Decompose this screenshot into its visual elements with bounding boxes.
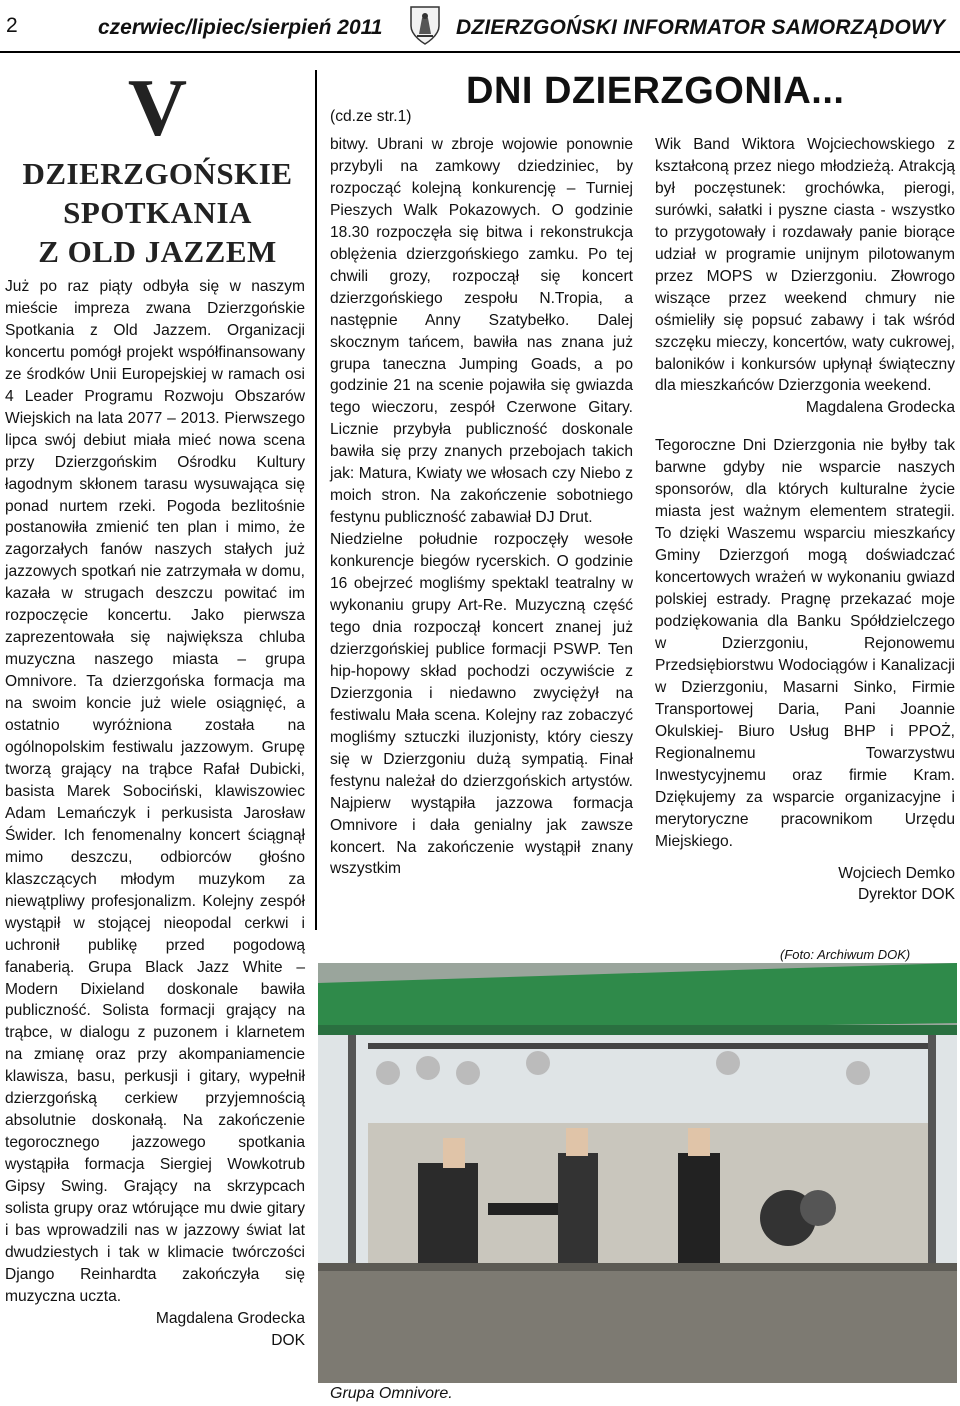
left-article-signature-org: DOK (271, 1331, 305, 1349)
right-article-column-2 (655, 134, 955, 906)
left-article-signature-name: Magdalena Grodecka (155, 1309, 305, 1327)
title-line-1: DZIERZGOŃSKIE (22, 156, 293, 191)
title-line-2: SPOTKANIA (63, 195, 252, 230)
right-article-body-4: Tegoroczne Dni Dzierzgonia nie byłby tak barwne gdyby nie wsparcie naszych sponsorów, dla których kulturalne życie miasta jest ważnym elementem strategii. To dzięki Waszemu wsparciu mieszkańcy Gminy Dzierzgoń mogą doświadczać koncertowych wrażeń w wykonaniu gwiazd polskiej estrady. Pragnę przekazać moje podziękowania dla Banku Spółdzielczego w Dzierzgoniu, Rejonowemu Przedsiębiorstwu Wodociągów i Kanalizacji w Dzierzgoniu, Masarni Sinko, Firmie Transportowej Daria, Pani Joannie Okulskiej- Biuro Usług BHP i PPOŻ, Regionalnemu Towarzystwu Inwestycyjnemu oraz firmie Kram. Dziękujemy za wsparcie organizacyjne i merytoryczne pracownikom Urzędu Miejskiego. (655, 437, 955, 850)
title-line-3: Z OLD JAZZEM (38, 234, 277, 269)
band-photo (318, 963, 957, 1383)
right-article-column-1 (330, 134, 633, 880)
right-article-title: DNI DZIERZGONIA... (466, 70, 845, 112)
photo-credit: (Foto: Archiwum DOK) (780, 947, 911, 962)
title-numeral: V (127, 62, 188, 153)
right-article-signature-2-name: Wojciech Demko (838, 864, 955, 882)
page-header (0, 0, 960, 52)
right-article-signature-1: Magdalena Grodecka (805, 399, 955, 417)
header-rule (0, 51, 960, 53)
photo-caption: Grupa Omnivore. (330, 1385, 453, 1402)
paragraph-spacer (655, 419, 955, 435)
town-crest-icon (408, 4, 442, 46)
left-article-title (0, 62, 315, 271)
left-article-column (5, 276, 305, 1352)
left-article-body: Już po raz piąty odbyła się w naszym mieście impreza zwana Dzierzgońskie Spotkania z Old Jazzem. Organizacji koncertu pomógł projekt współfinansowany ze środków Unii Europejskiej w ramach osi 4 Leader Programu Rozwoju Obszarów Wiejskich na lata 2077 – 2013. Pierwszego lipca swój debiut miała mieć nowa scena przy Dzierzgońskim Ośrodku Kultury łagodnym skłonem tarasu wysuwająca się ponad nurtem rzeki. Pogoda bezlitośnie postanowiła zmienić ten plan i mimo, że zagorzałych fanów naszych stałych już jazzowych spotkań nie zatrzymała w domu, kazała w strugach deszczu powitać im rozpoczęcie koncertu. Jako pierwsza zaprezentowała się największa chluba muzyczna naszego miasta – grupa Omnivore. Ta dzierzgońska formacja ma na swoim koncie już wiele osiągnięć, a ostatnio wyróżniona została na ogólnopolskim festiwalu jazzowym. Grupę tworzą grający na trąbce Rafał Dubicki, basista Marek Sobociński, klawiszowiec Adam Lemańczyk i perkusista Jarosław Świder. Ich fenomenalny koncert ściągnął mimo deszczu, odbiorców głośno klaszczących młodym muzykom za niewątpliwy profesjonalizm. Kolejny zespół wystąpił w stojącej nieopodal cerkwi i uchronił publikę przed pogodową fanaberią. Grupa Black Jazz White – Modern Dixieland doskonale bawiła publiczność. Solista formacji grający na trąbce, w dialogu z puzonem i klarnetem na zmianę oraz przy akompaniamencie klawisza, basu, perkusji i gitary, wypełnił dzierzgońską cerkiew przyjemnością absolutnie doskonałą. Na zakończenie tegorocznego jazzowego spotkania wystąpiła formacja Siergiej Wowkotrub Gipsy Swing. Grający na skrzypcach solista grupy oraz wtórujące mu dwie gitary i bas wprowadzili nas w jazzowy świat lat dwudziestych i tak w klimacie twórczości Django Reinhardta zakończyła się muzyczna uczta. (5, 278, 305, 1305)
issue-date: czerwiec/lipiec/sierpień 2011 (98, 16, 383, 39)
page-number: 2 (6, 14, 18, 37)
paragraph-spacer-2 (655, 853, 955, 863)
continued-note: (cd.ze str.1) (330, 108, 412, 125)
right-article-signature-2-role: Dyrektor DOK (857, 886, 955, 904)
column-divider (315, 70, 317, 930)
right-article-body-2: Niedzielne południe rozpoczęły wesołe konkurencje biegów rycerskich. O godzinie 16 obejrzeć mogliśmy spektakl teatralny w wykonaniu grupy Art-Re. Muzyczną część tego dnia rozpoczął koncert znanej już dzierzgońskiej publice formacji PSWP. Ten hip-hopowy skład pochodzi oczywiście z Dzierzgonia i niedawno zwyciężył na festiwalu Mała scena. Kolejny raz zobaczyć mogliśmy sztuczki iluzjonisty, który cieszy się w Dzierzgoniu dużą sympatią. Finał festynu należał do dzierzgońskich artystów. Najpierw wystąpiła jazzowa formacja Omnivore i dała genialny jak zawsze koncert. Na zakończenie wystąpił znany wszystkim (330, 531, 633, 878)
publication-title: DZIERZGOŃSKI INFORMATOR SAMORZĄDOWY (456, 16, 946, 39)
right-article-body-3: Wik Band Wiktora Wojciechowskiego z kształconą przez niego młodzieżą. Atrakcją był poczęstunek: grochówka, pierogi, surówki, sałatki i pyszne ciasta - wszystko to przygotowały i rozdawały panie biorące udział w programie unijnym pilotowanym przez MOPS w Dzierzgoniu. Złowrogo wiszące przez weekend chmury nie ośmieliły się popsuć zabawy i tak wśród szczęku mieczy, koncertów, waty cukrowej, baloników i konkursów upłynął świąteczny dla mieszkańców Dzierzgonia weekend. (655, 136, 955, 395)
right-article-body-1: bitwy. Ubrani w zbroje wojowie ponownie przybyli na zamkowy dziedziniec, by rozpocząć kolejną konkurencję – Turniej Pieszych Walk Pokazowych. O godzinie 18.30 rozpoczęła się bitwa i rekonstrukcja oblężenia dzierzgońskiego zamku. Po tej chwili grozy, rozpoczął się koncert dzierzgońskiego zespołu N.Tropia, a następnie Anny Szatybełko. Dalej skocznym tańcem, bawiła nas znana już grupa taneczna Jumping Goads, a po godzinie 21 na scenie pojawiła się gwiazda tego wieczoru, zespół Czerwone Gitary. Licznie przybyła publiczność doskonale bawiła się przy znanych przebojach takich jak: Matura, Kwiaty we włosach czy Niebo z moich stron. Na zakończenie sobotniego festynu publiczność zabawiał DJ Drut. (330, 136, 633, 527)
